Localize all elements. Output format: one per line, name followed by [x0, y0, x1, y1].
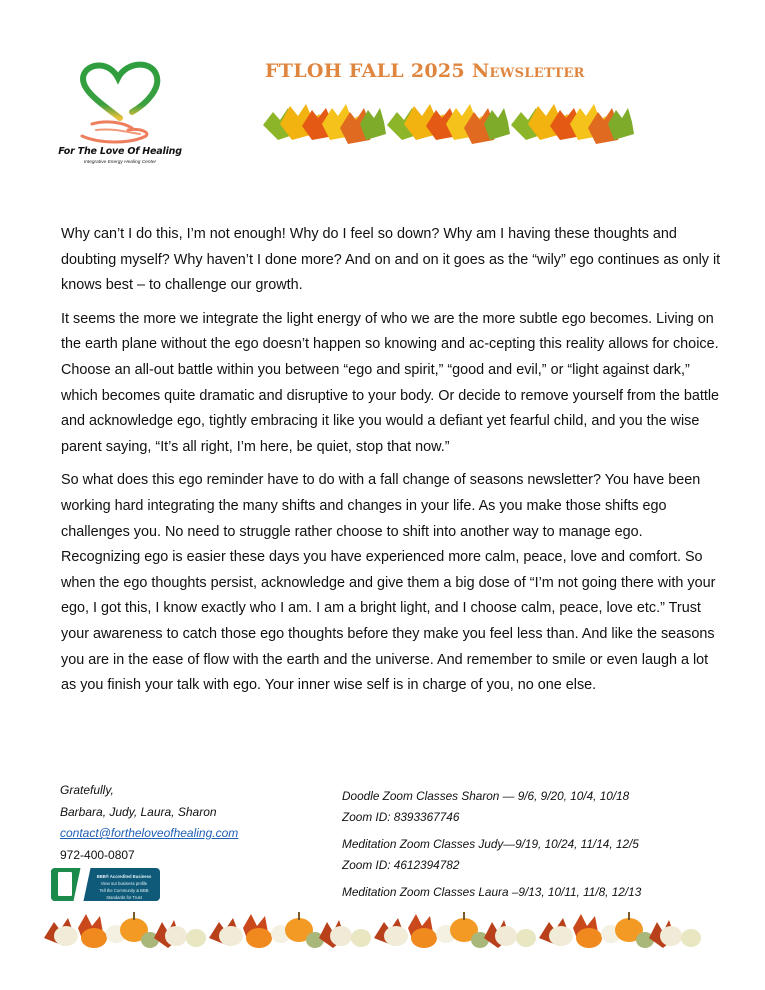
- pumpkin-border: [44, 908, 724, 950]
- zoom-classes: [342, 786, 641, 909]
- phone-number: 972-400-0807: [60, 847, 135, 862]
- bbb-line-1: BBB® Accredited Business: [96, 874, 152, 879]
- class-item: [342, 882, 641, 903]
- autumn-leaves-border: [258, 100, 634, 150]
- bbb-accredited-badge[interactable]: [51, 868, 160, 901]
- newsletter-body: [61, 222, 721, 707]
- email-link[interactable]: contact@fortheloveofhealing.com: [60, 826, 239, 840]
- closing: Gratefully,: [60, 783, 114, 797]
- paragraph-2: It seems the more we integrate the light energy of who we are the more subtle ego becomes. Living on the earth plane without the ego doesn’t happen so knowing and ac-cepting this reality allows for choice. Choose an all-out battle within you between “ego and spirit,” “good and evil,” or “light against dark,” which becomes quite dramatic and disruptive to your body. Or decide to remove yourself from the battle and acknowledge ego, tightly embracing it like you would a defiant yet fearful child, and you the wise parent saying, “It’s all right, I’m here, be quiet, stop that now.”: [61, 310, 720, 455]
- class-title: Meditation Zoom Classes Laura –9/13, 10/11, 11/8, 12/13: [342, 885, 642, 899]
- class-item: [342, 834, 641, 876]
- bbb-badge-text: [91, 873, 157, 901]
- bbb-line-3: Tell the Community & BBB Standards for Trust: [99, 888, 149, 900]
- bbb-torch-icon: [58, 872, 72, 896]
- paragraph-3: So what does this ego reminder have to do with a fall change of seasons newsletter? You have been working hard integrating the many shifts and changes in your life. As you make those shifts ego challenges you. No need to struggle rather choose to shift into another way to manage ego. Recognizing ego is easier these days you have experienced more calm, peace, love and comfort. So when the ego thoughts persist, acknowledge and give them a big dose of “I’m not going there with your ego, I got this, I know exactly who I am. I am a bright light, and I choose calm, peace, love etc.” Trust your awareness to catch those ego thoughts before they make you feel less than. And like the seasons you are in the ease of flow with the earth and the universe. And remember to smile or even laugh a lot as you finish your talk with ego. Your inner wise self is in charge of you, no one else.: [61, 472, 716, 694]
- class-zoom-id: Zoom ID: 4612394782: [342, 858, 460, 872]
- bbb-line-2: View our business profile: [100, 881, 148, 886]
- paragraph-1: Why can’t I do this, I’m not enough! Why do I feel so down? Why am I having these thoughts and doubting myself? Why haven’t I done more? And on and on it goes as the “wily” ego continues as only it knows best – to challenge our growth.: [61, 226, 721, 294]
- class-item: [342, 786, 641, 828]
- class-zoom-id: Zoom ID: 8393367746: [342, 810, 460, 824]
- logo-subtitle: Integrative Energy Healing Center: [83, 160, 157, 165]
- heart-hand-icon: [70, 58, 170, 148]
- signature-block: [60, 780, 238, 866]
- signers: Barbara, Judy, Laura, Sharon: [60, 804, 217, 819]
- logo-name: For The Love Of Healing: [58, 146, 182, 157]
- newsletter-title: FTLOH FALL 2025 Newsletter: [265, 60, 585, 82]
- logo: [52, 52, 192, 172]
- class-title: Doodle Zoom Classes Sharon — 9/6, 9/20, 10/4, 10/18: [342, 789, 630, 803]
- class-title: Meditation Zoom Classes Judy—9/19, 10/24, 11/14, 12/5: [342, 837, 639, 851]
